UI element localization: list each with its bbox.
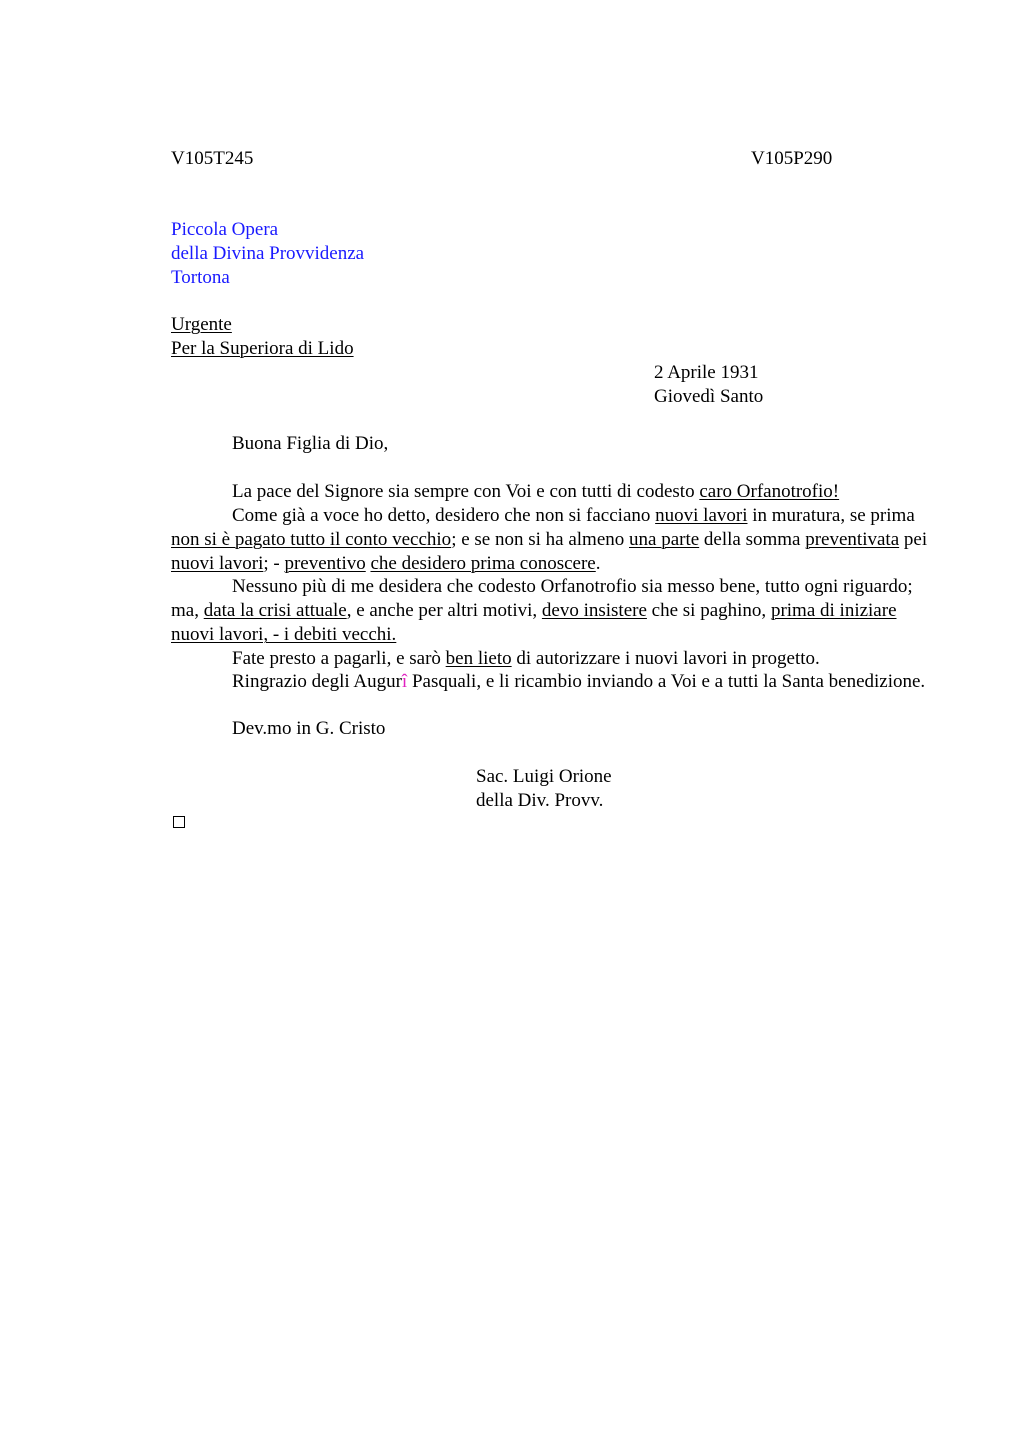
p2-text-c: in muratura, se prima bbox=[747, 505, 915, 526]
p2-underlined-n: che desidero prima conoscere bbox=[370, 553, 596, 574]
p2-underlined-b: nuovi lavori bbox=[655, 505, 748, 526]
p1-underlined: caro Orfanotrofio! bbox=[699, 481, 840, 502]
closing-line: Dev.mo in G. Cristo bbox=[232, 718, 386, 739]
checkbox-square-icon bbox=[173, 816, 185, 828]
signature-title: della Div. Provv. bbox=[476, 790, 604, 811]
p3-text-c: , e anche per altri motivi, bbox=[346, 600, 542, 621]
p2-text-i: pei bbox=[899, 529, 928, 550]
signature-name: Sac. Luigi Orione bbox=[476, 766, 612, 787]
p2-text-o: . bbox=[595, 553, 601, 574]
p1-text: La pace del Signore sia sempre con Voi e con tutti di codesto bbox=[232, 481, 700, 502]
paragraph-4 bbox=[171, 647, 931, 671]
p3-underlined-f: prima di iniziare nuovi lavori, - i debiti vecchi. bbox=[171, 600, 897, 645]
letterhead-line-2: della Divina Provvidenza bbox=[171, 243, 365, 264]
greeting: Buona Figlia di Dio, bbox=[232, 433, 389, 454]
p2-underlined-d: non si è pagato tutto il conto vecchio bbox=[171, 529, 452, 550]
letter-date: 2 Aprile 1931 bbox=[654, 362, 759, 383]
p3-underlined-b: data la crisi attuale bbox=[203, 600, 347, 621]
archive-code-right: V105P290 bbox=[751, 148, 833, 169]
p2-text-e: ; e se non si ha almeno bbox=[451, 529, 630, 550]
p2-underlined-j: nuovi lavori bbox=[171, 553, 264, 574]
p3-text-a: Nessuno più di me desidera che codesto Orfanotrofio sia messo bene, tutto ogni riguardo; ma, bbox=[171, 576, 913, 621]
recipient-line: Per la Superiora di Lido bbox=[171, 338, 354, 359]
urgent-label: Urgente bbox=[171, 314, 232, 335]
paragraph-2 bbox=[171, 504, 931, 576]
p2-text-k: ; - bbox=[263, 553, 285, 574]
p3-text-e: che si paghino, bbox=[646, 600, 771, 621]
p4-text-c: di autorizzare i nuovi lavori in progetto. bbox=[511, 648, 820, 669]
letterhead-line-1: Piccola Opera bbox=[171, 219, 279, 240]
p2-underlined-l: preventivo bbox=[284, 553, 366, 574]
p5-text-a: Ringrazio degli Augur bbox=[232, 671, 402, 692]
p2-text-a: Come già a voce ho detto, desidero che non si facciano bbox=[232, 505, 656, 526]
paragraph-1 bbox=[171, 480, 931, 504]
p4-text-a: Fate presto a pagarli, e sarò bbox=[232, 648, 446, 669]
p4-underlined-b: ben lieto bbox=[445, 648, 512, 669]
paragraph-5 bbox=[171, 670, 931, 694]
paragraph-3 bbox=[171, 575, 931, 647]
p3-underlined-d: devo insistere bbox=[541, 600, 647, 621]
p5-accent-char: î bbox=[401, 671, 408, 692]
p2-underlined-f: una parte bbox=[629, 529, 700, 550]
archive-code-left: V105T245 bbox=[171, 148, 254, 169]
p2-underlined-h: preventivata bbox=[805, 529, 900, 550]
p5-text-c: Pasquali, e li ricambio inviando a Voi e a tutti la Santa benedizione. bbox=[407, 671, 926, 692]
p2-text-g: della somma bbox=[699, 529, 806, 550]
letter-day: Giovedì Santo bbox=[654, 386, 764, 407]
letterhead-line-3: Tortona bbox=[171, 267, 230, 288]
